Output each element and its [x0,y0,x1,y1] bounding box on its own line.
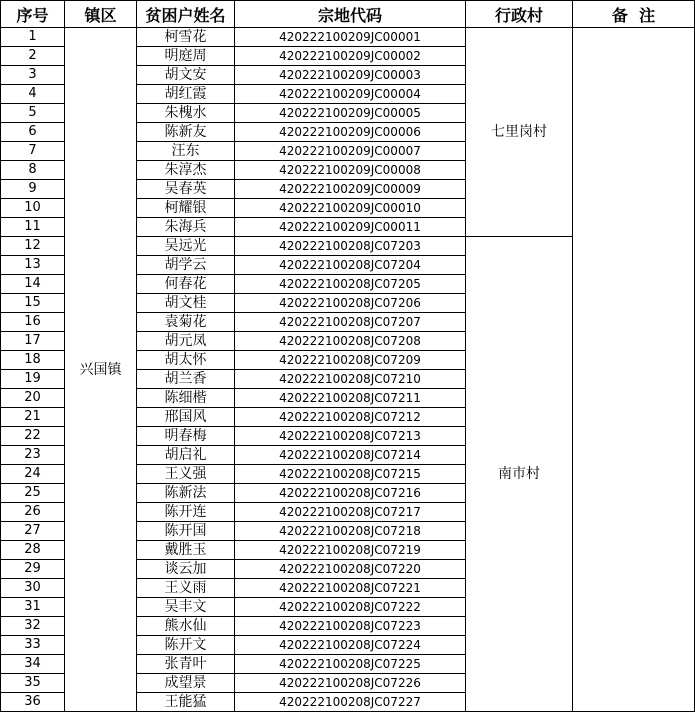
parcel-code: 420222100209JC00004 [235,85,466,104]
parcel-code: 420222100208JC07224 [235,636,466,655]
household-name: 吴远光 [137,237,235,256]
row-index: 33 [1,636,65,655]
parcel-code: 420222100209JC00003 [235,66,466,85]
table-row [1,28,695,47]
row-index: 4 [1,85,65,104]
household-name: 吴春英 [137,180,235,199]
parcel-code: 420222100208JC07213 [235,427,466,446]
household-name: 吴丰文 [137,598,235,617]
row-index: 25 [1,484,65,503]
row-index: 11 [1,218,65,237]
parcel-code: 420222100209JC00007 [235,142,466,161]
household-name: 邢国风 [137,408,235,427]
household-name: 胡文桂 [137,294,235,313]
row-index: 3 [1,66,65,85]
row-index: 34 [1,655,65,674]
header-name: 贫困户姓名 [137,1,235,28]
household-name: 谈云加 [137,560,235,579]
parcel-code: 420222100208JC07205 [235,275,466,294]
village-cell: 七里岗村 [466,28,573,237]
row-index: 7 [1,142,65,161]
household-name: 张青叶 [137,655,235,674]
parcel-code: 420222100208JC07210 [235,370,466,389]
row-index: 10 [1,199,65,218]
household-name: 胡红霞 [137,85,235,104]
header-note: 备 注 [573,1,695,28]
parcel-code: 420222100209JC00002 [235,47,466,66]
row-index: 8 [1,161,65,180]
household-name: 王能猛 [137,693,235,712]
household-name: 明春梅 [137,427,235,446]
parcel-code: 420222100208JC07225 [235,655,466,674]
row-index: 2 [1,47,65,66]
header-town: 镇区 [65,1,137,28]
parcel-code: 420222100208JC07223 [235,617,466,636]
household-name: 胡太怀 [137,351,235,370]
row-index: 13 [1,256,65,275]
note-cell [573,28,695,712]
parcel-code: 420222100208JC07227 [235,693,466,712]
parcel-code: 420222100208JC07220 [235,560,466,579]
row-index: 35 [1,674,65,693]
row-index: 21 [1,408,65,427]
row-index: 18 [1,351,65,370]
household-name: 胡学云 [137,256,235,275]
household-name: 朱淳杰 [137,161,235,180]
household-name: 汪东 [137,142,235,161]
parcel-code: 420222100209JC00001 [235,28,466,47]
header-row [1,1,695,28]
table-body [1,28,695,712]
parcel-code: 420222100208JC07221 [235,579,466,598]
household-name: 胡启礼 [137,446,235,465]
row-index: 17 [1,332,65,351]
parcel-code: 420222100208JC07226 [235,674,466,693]
parcel-code: 420222100209JC00009 [235,180,466,199]
row-index: 26 [1,503,65,522]
parcel-code: 420222100208JC07216 [235,484,466,503]
household-name: 朱海兵 [137,218,235,237]
household-name: 何春花 [137,275,235,294]
row-index: 16 [1,313,65,332]
parcel-code: 420222100209JC00010 [235,199,466,218]
row-index: 36 [1,693,65,712]
household-name: 柯耀银 [137,199,235,218]
row-index: 23 [1,446,65,465]
row-index: 9 [1,180,65,199]
row-index: 14 [1,275,65,294]
parcel-code: 420222100208JC07209 [235,351,466,370]
parcel-code: 420222100208JC07215 [235,465,466,484]
parcel-code: 420222100208JC07212 [235,408,466,427]
row-index: 6 [1,123,65,142]
household-name: 陈细楷 [137,389,235,408]
household-name: 陈开连 [137,503,235,522]
row-index: 15 [1,294,65,313]
header-code: 宗地代码 [235,1,466,28]
household-name: 陈新友 [137,123,235,142]
row-index: 1 [1,28,65,47]
household-name: 成望景 [137,674,235,693]
household-name: 胡元凤 [137,332,235,351]
row-index: 24 [1,465,65,484]
row-index: 5 [1,104,65,123]
household-name: 王义强 [137,465,235,484]
household-name: 熊水仙 [137,617,235,636]
parcel-code: 420222100208JC07204 [235,256,466,275]
parcel-code: 420222100209JC00011 [235,218,466,237]
row-index: 22 [1,427,65,446]
parcel-code: 420222100208JC07208 [235,332,466,351]
parcel-code: 420222100208JC07206 [235,294,466,313]
parcel-code: 420222100208JC07207 [235,313,466,332]
parcel-code: 420222100209JC00005 [235,104,466,123]
household-name: 袁菊花 [137,313,235,332]
town-cell: 兴国镇 [65,28,137,712]
household-name: 陈开国 [137,522,235,541]
row-index: 20 [1,389,65,408]
household-name: 朱槐水 [137,104,235,123]
row-index: 12 [1,237,65,256]
row-index: 32 [1,617,65,636]
household-name: 柯雪花 [137,28,235,47]
household-name: 王义雨 [137,579,235,598]
parcel-code: 420222100208JC07217 [235,503,466,522]
parcel-code: 420222100208JC07222 [235,598,466,617]
parcel-code: 420222100208JC07203 [235,237,466,256]
household-name: 胡文安 [137,66,235,85]
parcel-code: 420222100209JC00006 [235,123,466,142]
row-index: 31 [1,598,65,617]
parcel-code: 420222100208JC07214 [235,446,466,465]
household-name: 胡兰香 [137,370,235,389]
household-name: 明庭周 [137,47,235,66]
header-village: 行政村 [466,1,573,28]
parcel-code: 420222100208JC07211 [235,389,466,408]
village-cell: 南市村 [466,237,573,712]
parcel-code: 420222100208JC07218 [235,522,466,541]
household-name: 陈开文 [137,636,235,655]
parcel-code: 420222100208JC07219 [235,541,466,560]
parcel-code: 420222100209JC00008 [235,161,466,180]
header-index: 序号 [1,1,65,28]
household-name: 陈新法 [137,484,235,503]
row-index: 28 [1,541,65,560]
row-index: 19 [1,370,65,389]
row-index: 29 [1,560,65,579]
row-index: 27 [1,522,65,541]
household-name: 戴胜玉 [137,541,235,560]
row-index: 30 [1,579,65,598]
